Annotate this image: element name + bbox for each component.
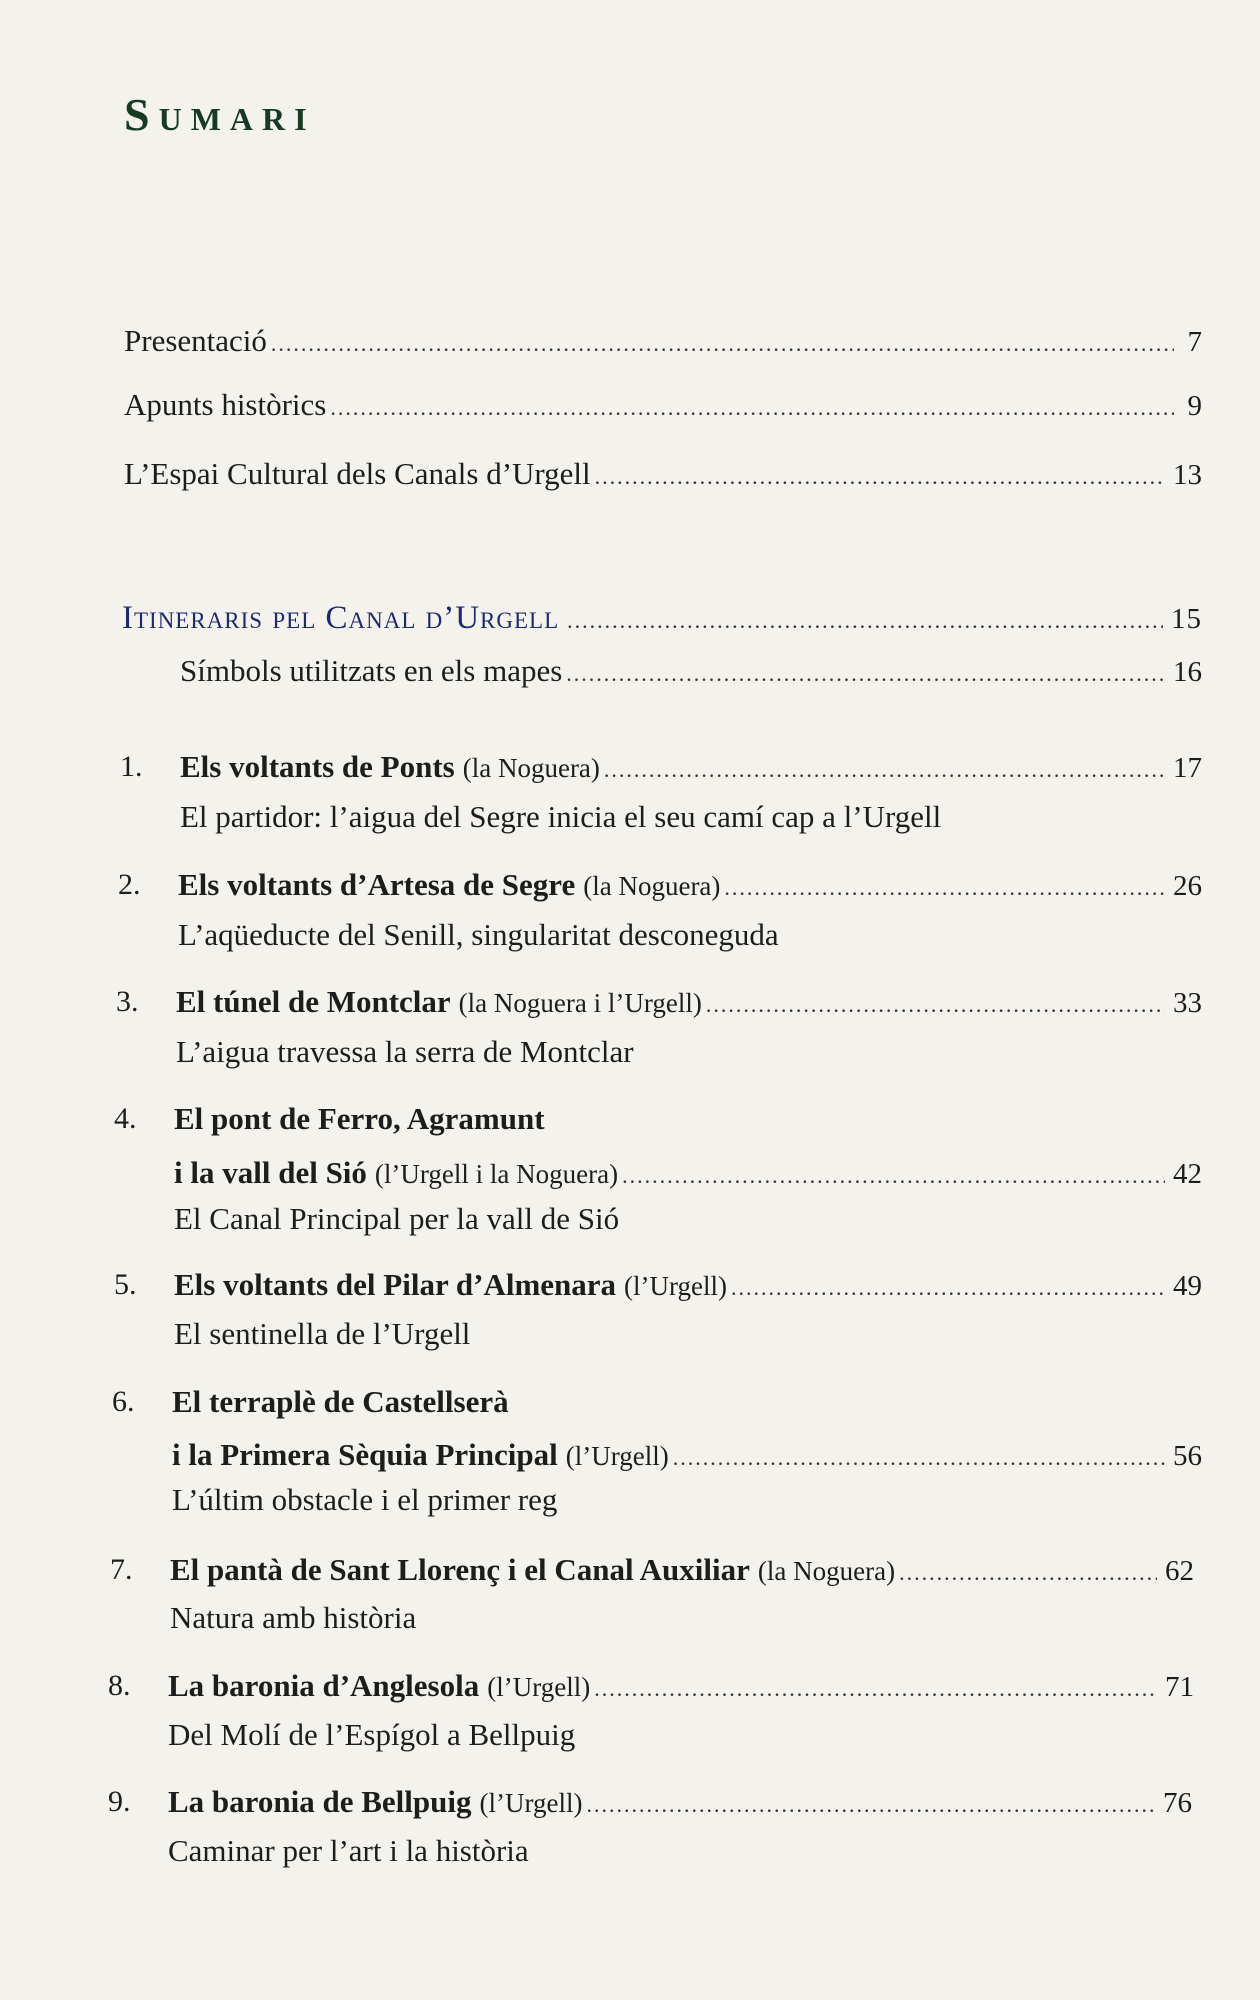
dot-leader bbox=[724, 869, 1165, 907]
dot-leader bbox=[673, 1439, 1165, 1477]
itinerary-subtitle: Caminar per l’art i la història bbox=[168, 1833, 529, 1868]
toc-row bbox=[172, 1436, 1202, 1477]
dot-leader bbox=[595, 458, 1165, 496]
toc-label: Apunts històrics bbox=[124, 387, 327, 422]
page-number: 7 bbox=[1187, 326, 1202, 358]
toc-row bbox=[124, 455, 1202, 496]
region-label: (la Noguera i l’Urgell) bbox=[458, 988, 702, 1018]
itinerary-title: i la Primera Sèquia Principal bbox=[172, 1437, 558, 1472]
toc-row bbox=[178, 866, 1202, 907]
page-number: 13 bbox=[1173, 459, 1202, 491]
dot-leader bbox=[271, 325, 1174, 363]
dot-leader bbox=[567, 608, 1163, 634]
toc-label: Símbols utilitzats en els mapes bbox=[180, 653, 563, 688]
region-label: (la Noguera) bbox=[583, 871, 721, 901]
item-number: 6. bbox=[112, 1385, 135, 1418]
toc-row bbox=[168, 1783, 1192, 1824]
item-number: 4. bbox=[114, 1102, 137, 1135]
dot-leader bbox=[330, 389, 1174, 427]
dot-leader bbox=[622, 1157, 1165, 1195]
itinerary-title: Els voltants d’Artesa de Segre bbox=[178, 867, 576, 902]
region-label: (l’Urgell) bbox=[624, 1271, 728, 1301]
itinerary-subtitle: L’aigua travessa la serra de Montclar bbox=[176, 1034, 634, 1069]
itinerary-subtitle: El Canal Principal per la vall de Sió bbox=[174, 1201, 620, 1236]
itinerary-subtitle: L’últim obstacle i el primer reg bbox=[172, 1482, 558, 1517]
itinerary-title: El pantà de Sant Llorenç i el Canal Auxiliar bbox=[170, 1552, 750, 1587]
toc-row bbox=[180, 652, 1202, 693]
page-number: 26 bbox=[1173, 870, 1202, 902]
dot-leader bbox=[706, 986, 1165, 1024]
item-number: 2. bbox=[118, 868, 141, 901]
page-number: 9 bbox=[1187, 390, 1202, 422]
dot-leader bbox=[566, 655, 1165, 693]
itinerary-title: Els voltants de Ponts bbox=[180, 749, 455, 784]
itinerary-subtitle: El sentinella de l’Urgell bbox=[174, 1316, 471, 1351]
itinerary-subtitle: Del Molí de l’Espígol a Bellpuig bbox=[168, 1717, 576, 1752]
item-number: 7. bbox=[110, 1553, 133, 1586]
region-label: (l’Urgell) bbox=[565, 1441, 669, 1471]
itinerary-title-line1: El terraplè de Castellserà bbox=[172, 1384, 509, 1419]
page-number: 16 bbox=[1173, 656, 1202, 688]
page-title: Sumari bbox=[124, 89, 316, 140]
page-number: 56 bbox=[1173, 1440, 1202, 1472]
toc-row bbox=[168, 1667, 1194, 1708]
page-number: 71 bbox=[1165, 1671, 1194, 1703]
page-number: 76 bbox=[1163, 1787, 1192, 1819]
itinerary-title-line1: El pont de Ferro, Agramunt bbox=[174, 1101, 545, 1136]
toc-row bbox=[124, 386, 1202, 427]
itinerary-title: Els voltants del Pilar d’Almenara bbox=[174, 1267, 617, 1302]
dot-leader bbox=[604, 751, 1165, 789]
page-number: 49 bbox=[1173, 1270, 1202, 1302]
region-label: (l’Urgell) bbox=[487, 1672, 591, 1702]
itinerary-title: i la vall del Sió bbox=[174, 1155, 367, 1190]
item-number: 5. bbox=[114, 1268, 137, 1301]
region-label: (la Noguera) bbox=[757, 1556, 896, 1586]
toc-label: Presentació bbox=[124, 323, 267, 358]
page-number: 42 bbox=[1173, 1158, 1202, 1190]
section-label: Itineraris pel Canal d’Urgell bbox=[122, 600, 560, 636]
dot-leader bbox=[899, 1554, 1157, 1592]
itinerary-title: La baronia d’Anglesola bbox=[168, 1668, 480, 1703]
page-number: 62 bbox=[1165, 1555, 1194, 1587]
dot-leader bbox=[586, 1786, 1155, 1824]
page-number: 33 bbox=[1173, 987, 1202, 1019]
toc-label: L’Espai Cultural dels Canals d’Urgell bbox=[124, 456, 591, 491]
itinerary-subtitle: Natura amb història bbox=[170, 1600, 417, 1635]
item-number: 9. bbox=[108, 1785, 131, 1818]
page-number: 15 bbox=[1171, 603, 1202, 635]
itinerary-title: La baronia de Bellpuig bbox=[168, 1784, 472, 1819]
itinerary-title: El túnel de Montclar bbox=[176, 984, 451, 1019]
itinerary-subtitle: L’aqüeducte del Senill, singularitat desconeguda bbox=[178, 917, 779, 952]
region-label: (l’Urgell i la Noguera) bbox=[374, 1159, 619, 1189]
page-number: 17 bbox=[1173, 752, 1202, 784]
section-heading bbox=[122, 600, 1202, 637]
itinerary-subtitle: El partidor: l’aigua del Segre inicia el seu camí cap a l’Urgell bbox=[180, 799, 942, 834]
toc-row bbox=[170, 1551, 1194, 1592]
item-number: 1. bbox=[120, 750, 143, 783]
region-label: (l’Urgell) bbox=[479, 1788, 583, 1818]
item-number: 3. bbox=[116, 985, 139, 1018]
toc-row bbox=[180, 748, 1202, 789]
toc-row bbox=[124, 322, 1202, 363]
toc-row bbox=[176, 983, 1202, 1024]
dot-leader bbox=[731, 1269, 1165, 1307]
dot-leader bbox=[594, 1670, 1157, 1708]
region-label: (la Noguera) bbox=[462, 753, 600, 783]
item-number: 8. bbox=[108, 1669, 131, 1702]
toc-row bbox=[174, 1266, 1202, 1307]
toc-row bbox=[174, 1154, 1202, 1195]
